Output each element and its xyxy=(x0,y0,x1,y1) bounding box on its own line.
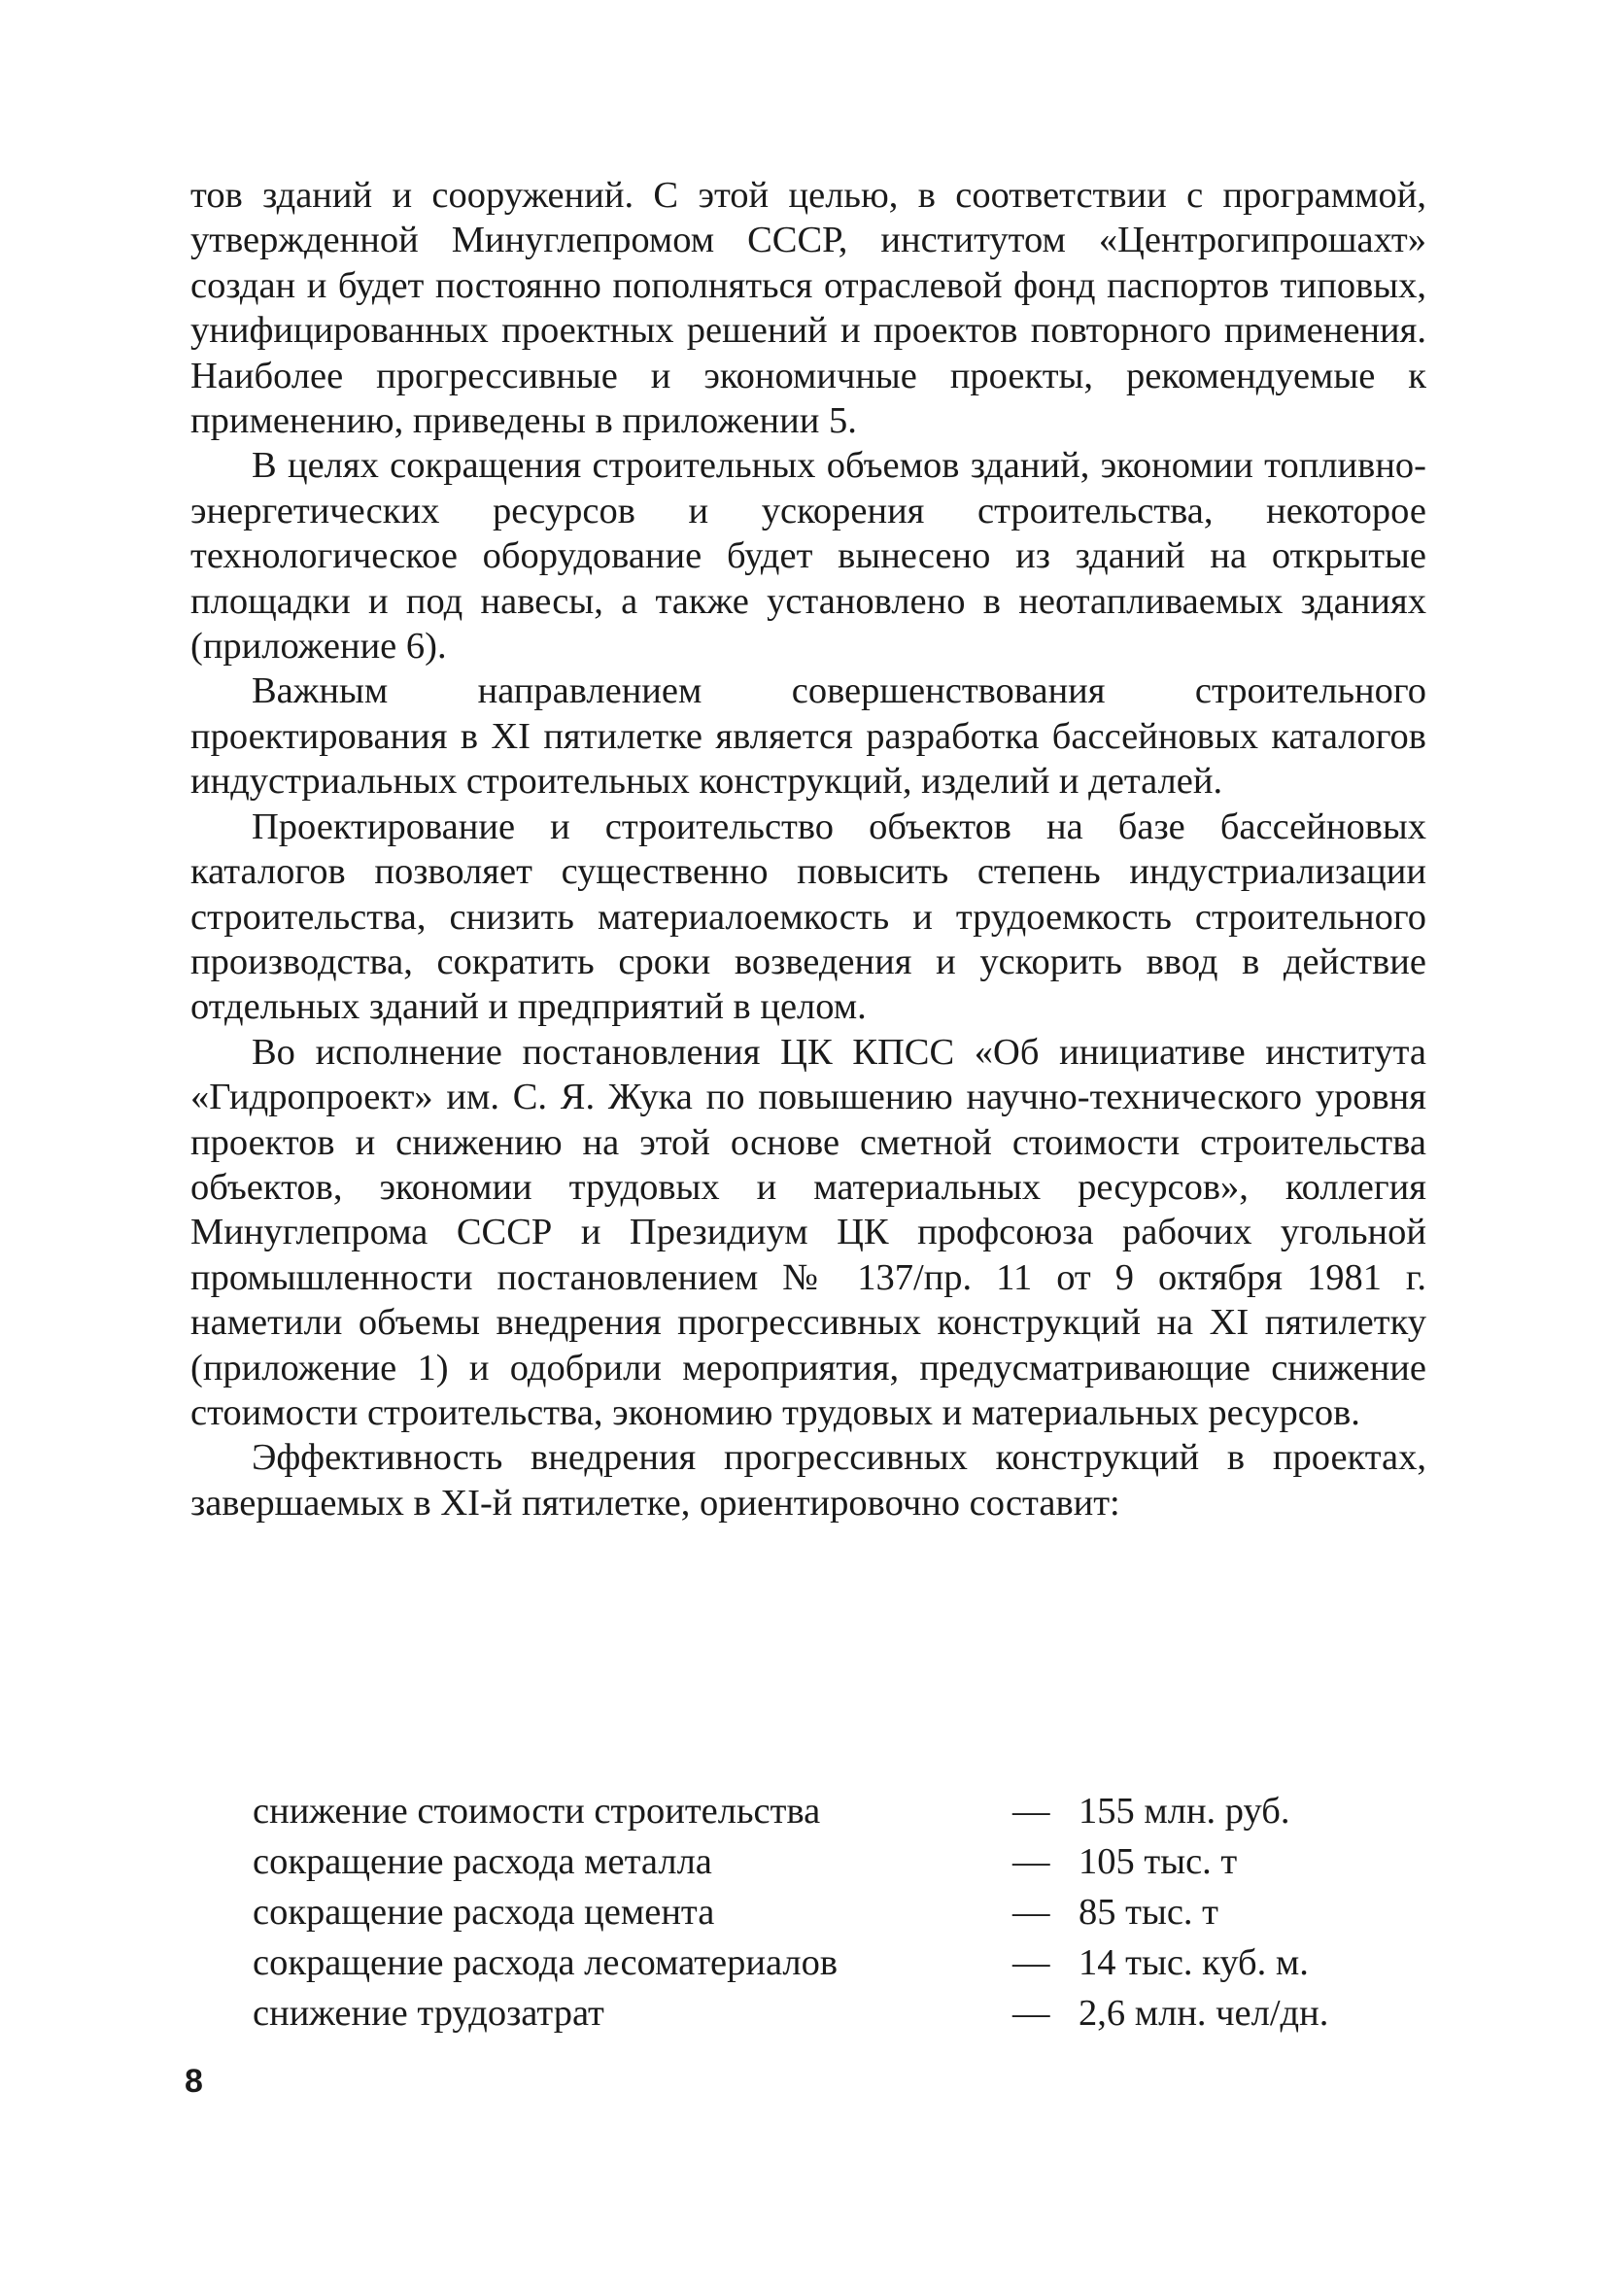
efficiency-list xyxy=(253,1786,1428,2039)
paragraph-resolution: Во исполнение постановления ЦК КПСС «Об инициативе института «Гидропроект» им. С. Я. Жука по повышению научно-технического уровня проектов и снижению на этой основе сметной стоимости строительства объектов, экономии трудовых и материальных ресурсов», коллегия Минуглепрома СССР и Президиум ЦК профсоюза рабочих угольной промышленности постановлением № 137/пр. 11 от 9 октября 1981 г. наметили объемы внедрения прогрессивных конструкций на XI пятилетку (приложение 1) и одобрили мероприятия, предусматривающие снижение стоимости строительства, экономию трудовых и материальных ресурсов. xyxy=(190,1031,1426,1433)
effect-label: сокращение расхода цемента xyxy=(253,1892,715,1933)
effect-value: 85 тыс. т xyxy=(1079,1892,1218,1933)
paragraph-basin-catalogs: Важным направлением совершенствования строительного проектирования в XI пятилетке является разработка бассейновых каталогов индустриальных строительных конструкций, изделий и деталей. xyxy=(190,670,1426,803)
effect-dash: — xyxy=(1012,1892,1050,1933)
effect-label: снижение стоимости строительства xyxy=(253,1791,821,1832)
paragraph-building-volumes: В целях сокращения строительных объемов зданий, экономии топливно-энергетических ресурсов и ускорения строительства, некоторое технологическое оборудование будет вынесено из зданий на открытые площадки и под навесы, а также установлено в неотапливаемых зданиях (приложение 6). xyxy=(190,445,1426,668)
page-number: 8 xyxy=(185,2063,203,2100)
effect-dash: — xyxy=(1012,1791,1050,1832)
effect-value: 105 тыс. т xyxy=(1079,1841,1238,1882)
list-item xyxy=(253,1937,1428,1988)
list-item xyxy=(253,1836,1428,1887)
paragraph-efficiency-intro: Эффективность внедрения прогрессивных конструкций в проектах, завершаемых в XI-й пятилетке, ориентировочно составит: xyxy=(190,1437,1426,1524)
list-item xyxy=(253,1786,1428,1836)
body-text xyxy=(190,173,1426,1525)
effect-label: сокращение расхода лесоматериалов xyxy=(253,1942,839,1983)
effect-dash: — xyxy=(1012,1993,1050,2034)
effect-value: 155 млн. руб. xyxy=(1079,1791,1290,1832)
paragraph-industrialization: Проектирование и строительство объектов на базе бассейновых каталогов позволяет существенно повысить степень индустриализации строительства, снизить материалоемкость и трудоемкость строительного производства, сократить сроки возведения и ускорить ввод в действие отдельных зданий и предприятий в целом. xyxy=(190,805,1426,1028)
effect-dash: — xyxy=(1012,1942,1050,1983)
effect-value: 2,6 млн. чел/дн. xyxy=(1079,1993,1329,2034)
effect-label: снижение трудозатрат xyxy=(253,1993,604,2034)
effect-dash: — xyxy=(1012,1841,1050,1882)
list-item xyxy=(253,1887,1428,1937)
paragraph-continuation: тов зданий и сооружений. С этой целью, в соответствии с программой, утвержденной Минуглепромом СССР, институтом «Центрогипрошахт» создан и будет постоянно пополняться отраслевой фонд паспортов типовых, унифицированных проектных решений и проектов повторного применения. Наиболее прогрессивные и экономичные проекты, рекомендуемые к применению, приведены в приложении 5. xyxy=(190,175,1426,442)
effect-label: сокращение расхода металла xyxy=(253,1841,712,1882)
list-item xyxy=(253,1988,1428,2039)
effect-value: 14 тыс. куб. м. xyxy=(1079,1942,1309,1983)
